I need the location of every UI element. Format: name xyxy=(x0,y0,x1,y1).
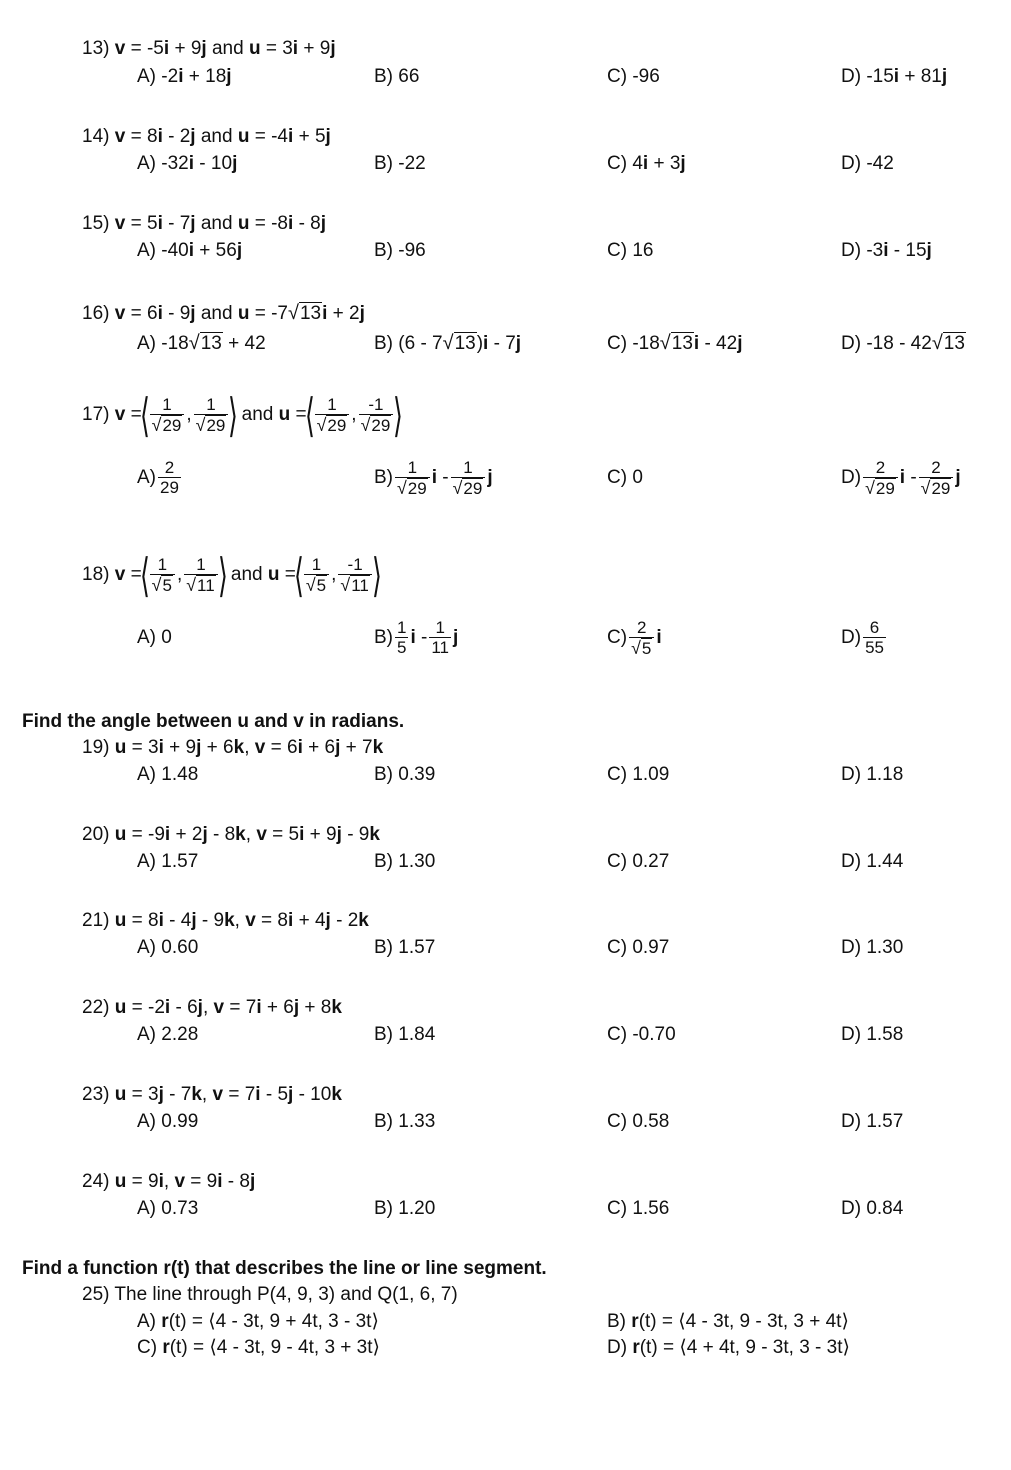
answer-20-a[interactable]: A) 1.57 xyxy=(137,851,199,872)
answer-20-b[interactable]: B) 1.30 xyxy=(374,851,436,872)
question-18: 18) v =⟨ $\frac{1}{√5}$ , $\frac{1}{√11}$ ⟩ and u =⟨ $\frac{1}{√5}$ , $\frac{-1}{√11}$ ⟩ xyxy=(82,549,382,601)
question-19: 19) u = 3i + 9j + 6k, v = 6i + 6j + 7k xyxy=(82,737,384,758)
section-heading-line: Find a function r(t) that describes the line or line segment. xyxy=(22,1258,547,1279)
question-22: 22) u = -2i - 6j, v = 7i + 6j + 8k xyxy=(82,997,342,1018)
answer-17-b[interactable]: B) $\frac{1}{√29}$ i - $\frac{1}{√29}$ j xyxy=(374,457,493,498)
answer-19-b[interactable]: B) 0.39 xyxy=(374,764,436,785)
answer-15-a[interactable]: A) -40i + 56j xyxy=(137,240,243,261)
answer-21-c[interactable]: C) 0.97 xyxy=(607,937,670,958)
answer-20-d[interactable]: D) 1.44 xyxy=(841,851,904,872)
answer-17-a[interactable]: A) $\frac{2}{29}$ xyxy=(137,458,179,497)
answer-22-c[interactable]: C) -0.70 xyxy=(607,1024,676,1045)
answer-17-d[interactable]: D) $\frac{2}{√29}$ i - $\frac{2}{√29}$ j xyxy=(841,457,961,498)
answer-15-d[interactable]: D) -3i - 15j xyxy=(841,240,932,261)
question-number: 14) xyxy=(82,126,110,147)
answer-15-b[interactable]: B) -96 xyxy=(374,240,426,261)
answer-19-c[interactable]: C) 1.09 xyxy=(607,764,670,785)
answer-21-a[interactable]: A) 0.60 xyxy=(137,937,199,958)
answer-13-a[interactable]: A) -2i + 18j xyxy=(137,66,232,87)
answer-18-a[interactable]: A) 0 xyxy=(137,627,172,648)
answer-23-a[interactable]: A) 0.99 xyxy=(137,1111,199,1132)
question-17: 17) v =⟨ $\frac{1}{√29}$ , $\frac{1}{√29}$ ⟩ and u =⟨ $\frac{1}{√29}$ , $\frac{-1}{√29}$ ⟩ xyxy=(82,389,404,441)
answer-18-b[interactable]: B) $\frac{1}{5}$ i - $\frac{1}{11}$ j xyxy=(374,618,459,657)
answer-14-b[interactable]: B) -22 xyxy=(374,153,426,174)
question-number: 18) xyxy=(82,564,110,585)
answer-20-c[interactable]: C) 0.27 xyxy=(607,851,670,872)
answer-18-c[interactable]: C) $\frac{2}{√5}$ i xyxy=(607,617,662,658)
answer-23-b[interactable]: B) 1.33 xyxy=(374,1111,436,1132)
answer-22-d[interactable]: D) 1.58 xyxy=(841,1024,904,1045)
question-23: 23) u = 3j - 7k, v = 7i - 5j - 10k xyxy=(82,1084,342,1105)
question-24: 24) u = 9i, v = 9i - 8j xyxy=(82,1171,256,1192)
answer-22-a[interactable]: A) 2.28 xyxy=(137,1024,199,1045)
answer-24-c[interactable]: C) 1.56 xyxy=(607,1198,670,1219)
answer-14-d[interactable]: D) -42 xyxy=(841,153,894,174)
answer-16-c[interactable]: C) -18√13i - 42j xyxy=(607,332,743,354)
answer-25-b[interactable]: B) r(t) = ⟨4 - 3t, 9 - 3t, 3 + 4t⟩ xyxy=(607,1311,849,1332)
answer-24-a[interactable]: A) 0.73 xyxy=(137,1198,199,1219)
section-heading-angle: Find the angle between u and v in radians. xyxy=(22,711,405,732)
answer-22-b[interactable]: B) 1.84 xyxy=(374,1024,436,1045)
question-number: 17) xyxy=(82,404,110,425)
answer-13-b[interactable]: B) 66 xyxy=(374,66,420,87)
answer-24-b[interactable]: B) 1.20 xyxy=(374,1198,436,1219)
answer-14-c[interactable]: C) 4i + 3j xyxy=(607,153,686,174)
question-number: 16) xyxy=(82,303,110,324)
answer-25-a[interactable]: A) r(t) = ⟨4 - 3t, 9 + 4t, 3 - 3t⟩ xyxy=(137,1311,379,1332)
answer-14-a[interactable]: A) -32i - 10j xyxy=(137,153,238,174)
question-16: 16) v = 6i - 9j and u = -7√13i + 2j xyxy=(82,302,365,324)
answer-21-b[interactable]: B) 1.57 xyxy=(374,937,436,958)
answer-18-d[interactable]: D) $\frac{6}{55}$ xyxy=(841,618,884,657)
question-number: 13) xyxy=(82,38,110,59)
question-25: 25) The line through P(4, 9, 3) and Q(1, 6, 7) xyxy=(82,1284,458,1305)
answer-13-c[interactable]: C) -96 xyxy=(607,66,660,87)
answer-23-d[interactable]: D) 1.57 xyxy=(841,1111,904,1132)
answer-15-c[interactable]: C) 16 xyxy=(607,240,654,261)
answer-24-d[interactable]: D) 0.84 xyxy=(841,1198,904,1219)
answer-25-c[interactable]: C) r(t) = ⟨4 - 3t, 9 - 4t, 3 + 3t⟩ xyxy=(137,1337,380,1358)
answer-17-c[interactable]: C) 0 xyxy=(607,467,643,488)
question-13: 13) v = -5i + 9j and u = 3i + 9j xyxy=(82,38,336,59)
answer-16-b[interactable]: B) (6 - 7√13)i - 7j xyxy=(374,332,522,354)
answer-16-a[interactable]: A) -18√13 + 42 xyxy=(137,332,266,354)
sqrt: √13 xyxy=(288,302,322,324)
answer-25-d[interactable]: D) r(t) = ⟨4 + 4t, 9 - 3t, 3 - 3t⟩ xyxy=(607,1337,850,1358)
answer-13-d[interactable]: D) -15i + 81j xyxy=(841,66,948,87)
question-number: 15) xyxy=(82,213,110,234)
question-15: 15) v = 5i - 7j and u = -8i - 8j xyxy=(82,213,327,234)
question-20: 20) u = -9i + 2j - 8k, v = 5i + 9j - 9k xyxy=(82,824,380,845)
answer-23-c[interactable]: C) 0.58 xyxy=(607,1111,670,1132)
answer-19-a[interactable]: A) 1.48 xyxy=(137,764,199,785)
answer-19-d[interactable]: D) 1.18 xyxy=(841,764,904,785)
question-21: 21) u = 8i - 4j - 9k, v = 8i + 4j - 2k xyxy=(82,910,369,931)
answer-16-d[interactable]: D) -18 - 42√13 xyxy=(841,332,965,354)
question-14: 14) v = 8i - 2j and u = -4i + 5j xyxy=(82,126,331,147)
answer-21-d[interactable]: D) 1.30 xyxy=(841,937,904,958)
